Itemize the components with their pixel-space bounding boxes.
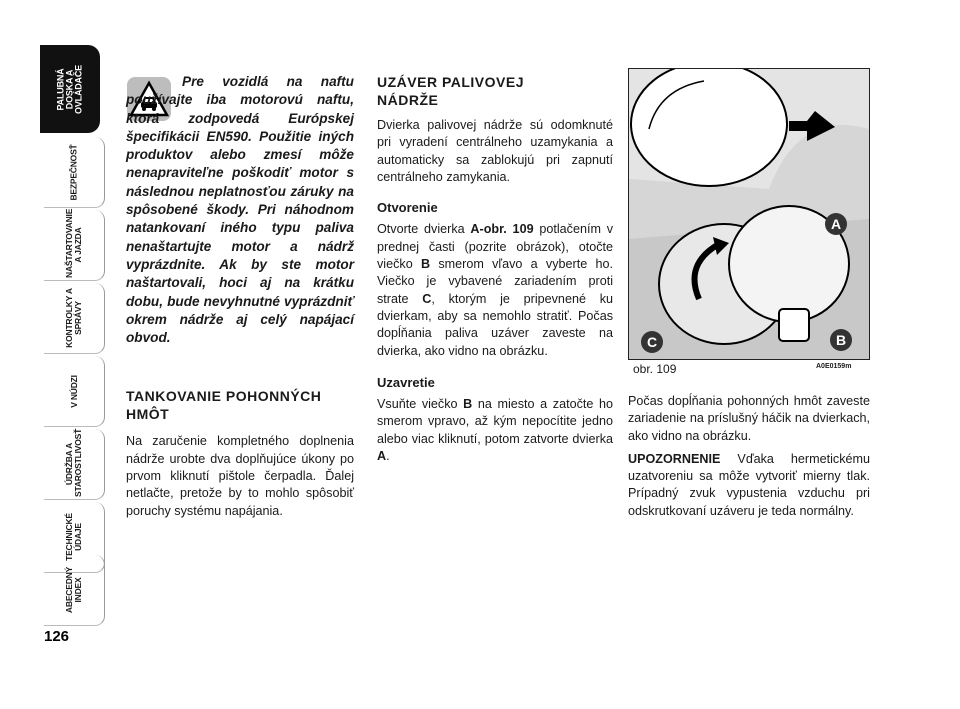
figure-109 — [628, 68, 870, 360]
middle-column — [377, 73, 613, 465]
close-text: Vsuňte viečko B na miesto a zatočte ho smerom vpravo, až kým nepocítite jedno alebo viac kliknutí, potom zatvorte dvierka A. — [377, 397, 613, 464]
label-b: B — [835, 332, 847, 348]
right-column — [628, 393, 870, 520]
chapter-sidebar — [40, 45, 102, 625]
figure-code: A0E0159m — [816, 363, 852, 370]
label-a: A — [830, 216, 842, 232]
open-title: Otvorenie — [377, 200, 438, 216]
close-title: Uzavretie — [377, 374, 435, 390]
tab-nastartovanie[interactable]: NAŠTARTOVANIE A JAZDA — [44, 210, 105, 281]
tab-palubna-doska[interactable]: PALUBNÁ DOSKA A OVLÁDAČE — [40, 45, 100, 133]
cap-heading: UZÁVER PALIVOVEJ NÁDRŽE — [377, 74, 524, 108]
tab-udrzba[interactable]: ÚDRŽBA A STAROSTLIVOSŤ — [44, 429, 105, 500]
figure-caption: obr. 109 — [633, 362, 677, 376]
refuel-body: Na zaručenie kompletného doplnenia nádrže urobte dva doplňujúce úkony po prvom kliknutí pištole čerpadla. Ďalej netlačte, pretože by to mohlo spôsobiť poruchy systému napájania. — [126, 434, 354, 518]
tab-abecedny-index[interactable]: ABECEDNÝ INDEX — [44, 555, 105, 626]
fuel-cap-illustration — [629, 69, 869, 359]
diesel-warning-text: Pre vozidlá na naftu používajte iba motorovú naftu, ktorá zodpovedá Európskej špecifikácii EN590. Použitie iných produktov alebo zmesí môže nenapraviteľne poškodiť motor s následnou neplatnosťou záruky na spôsobené škody. Pri náhodnom natankovaní iného typu paliva nenaštartujte motor a nádrž vyprázdnite. Ak by ste motor naštartovali, hoci aj na krátku dobu, bude nevyhnutné vyprázdniť okrem nádrže aj celý napájací obvod. — [126, 74, 354, 346]
right-p1: Počas dopĺňania pohonných hmôt zaveste zariadenie na príslušný háčik na dvierkach, ako vidno na obrázku. — [628, 394, 870, 443]
cap-intro: Dvierka palivovej nádrže sú odomknuté pri vyradení centrálneho uzamykania a automaticky sa zablokujú pri zapnutí centrálneho zamykania. — [377, 118, 613, 184]
left-column — [126, 73, 354, 520]
refuel-heading: TANKOVANIE POHONNÝCH HMÔT — [126, 388, 322, 423]
tab-kontrolky[interactable]: KONTROLKY A SPRÁVY — [44, 283, 105, 354]
tab-bezpecnost[interactable]: BEZPEČNOSŤ — [44, 137, 105, 208]
open-text: Otvorte dvierka A-obr. 109 potlačením v prednej časti (pozrite obrázok), otočte viečko B smerom vľavo a vyberte ho. Viečko je vybavené zariadením proti strate C, ktorým je pripevnené ku dvierkam, aby sa nemohlo stratiť. Počas dopĺňania paliva uzáver zaveste na dvierka, ako vidno na obrázku. — [377, 222, 614, 358]
page-number: 126 — [44, 628, 70, 645]
right-p2: UPOZORNENIE Vďaka hermetickému uzatvoreniu sa môže vytvoriť mierny tlak. Prípadný zvuk vypustenia vzduchu pri odskrutkovaní uzáveru je teda normálny. — [628, 451, 870, 518]
tab-technicke-udaje[interactable]: TECHNICKÉ ÚDAJE — [44, 502, 105, 573]
label-c: C — [646, 334, 658, 350]
tab-v-nudzi[interactable]: V NÚDZI — [44, 356, 105, 427]
